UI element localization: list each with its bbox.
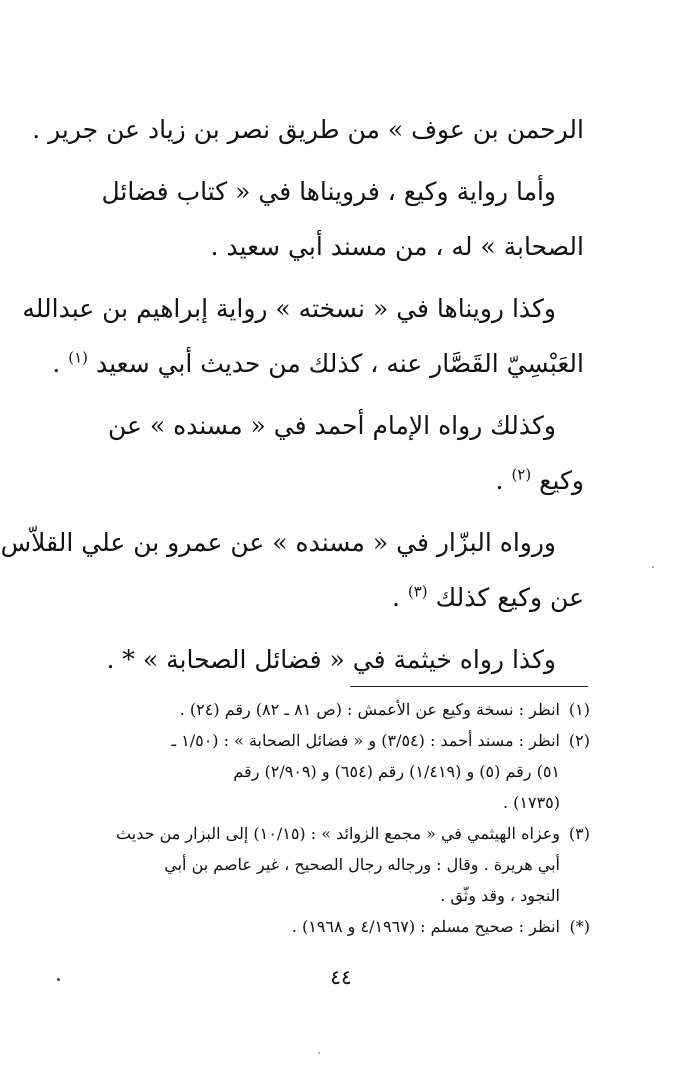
footnote-number: (٢) [568, 731, 590, 750]
paragraph-5 [0, 515, 584, 625]
sentence-end: . [495, 466, 504, 495]
footnote-line: وعزاه الهيثمي في « مجمع الزوائد » : (١٠/١٥) إلى البزار من حديث [116, 824, 560, 843]
text-line-with-ref [92, 453, 584, 508]
footnote-line: النجود ، وقد وثّق . [440, 886, 560, 905]
text-line: وكذلك رواه الإمام أحمد في « مسنده » عن [108, 411, 556, 440]
main-text [0, 102, 584, 694]
paragraph-1 [32, 102, 584, 157]
footnote-1 [85, 694, 590, 725]
sentence-end: . [52, 349, 61, 378]
text-segment: وكيع [539, 466, 584, 495]
text-segment: عن وكيع كذلك [435, 583, 584, 612]
sentence-end: . [391, 583, 400, 612]
footnote-ref-1[interactable]: (١) [68, 348, 89, 367]
footnote-3 [85, 818, 590, 911]
scan-speck [57, 978, 60, 981]
footnote-line: انظر : نسخة وكيع عن الأعمش : (ص ٨١ ـ ٨٢) رقم (٢٤) . [179, 700, 560, 719]
footnote-line: انظر : مسند أحمد : (٣/٥٤) و « فضائل الصحابة » : (١/٥٠ ـ [171, 731, 560, 750]
footnote-number: (١) [568, 700, 590, 719]
text-segment: العَبْسِيّ القَصَّار عنه ، كذلك من حديث أبي سعيد [95, 349, 584, 378]
text-line: وكذا رواه خيثمة في « فضائل الصحابة » * . [106, 645, 556, 674]
footnote-2 [85, 725, 590, 818]
paragraph-6 [92, 632, 584, 687]
footnote-line: (١٧٣٥) . [502, 793, 560, 812]
footnote-number: (٣) [568, 824, 590, 843]
footnote-separator [350, 686, 588, 687]
page-number: ٤٤ [330, 965, 352, 989]
footnotes [85, 694, 590, 942]
text-line: الرحمن بن عوف » من طريق نصر بن زياد عن جرير . [32, 115, 584, 144]
footnote-ref-3[interactable]: (٣) [407, 582, 428, 601]
footnote-4 [85, 911, 590, 942]
text-line: وأما رواية وكيع ، فرويناها في « كتاب فضائل [101, 177, 556, 206]
footnote-number: (*) [569, 917, 590, 936]
footnote-line: انظر : صحيح مسلم : (٤/١٩٦٧ و ١٩٦٨) . [291, 917, 560, 936]
footnote-ref-2[interactable]: (٢) [511, 465, 532, 484]
footnote-line: ٥١) رقم (٥) و (١/٤١٩) رقم (٦٥٤) و (٢/٩٠٩) رقم [233, 762, 560, 781]
paragraph-4 [92, 398, 584, 508]
text-line: وكذا رويناها في « نسخته » رواية إبراهيم بن عبدالله [22, 294, 556, 323]
scan-speck [652, 566, 654, 568]
text-line: ورواه البزّار في « مسنده » عن عمرو بن علي القلاّس [0, 528, 556, 557]
paragraph-3 [22, 281, 584, 391]
text-line-with-ref [92, 570, 584, 625]
scan-speck [318, 1052, 320, 1054]
text-line: الصحابة » له ، من مسند أبي سعيد . [210, 232, 584, 261]
paragraph-2 [92, 164, 584, 274]
footnote-line: أبي هريرة . وقال : ورجاله رجال الصحيح ، غير عاصم بن أبي [164, 855, 560, 874]
text-line-with-ref [52, 336, 584, 391]
